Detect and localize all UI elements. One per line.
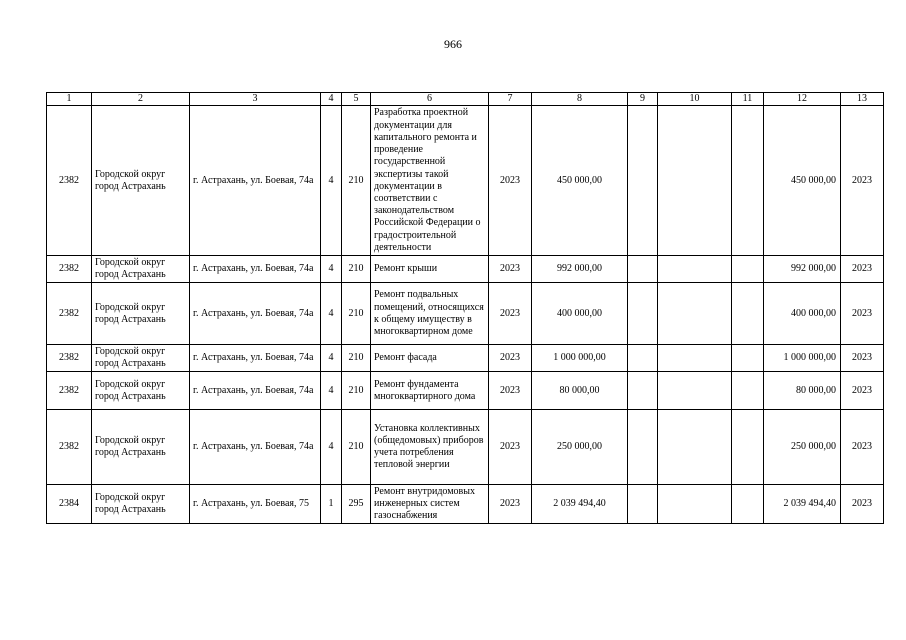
cost: 250 000,00 [532, 410, 628, 485]
table-row [47, 256, 884, 283]
column-number: 6 [371, 93, 489, 106]
column-number: 4 [321, 93, 342, 106]
column-4-value: 4 [321, 256, 342, 283]
table-row [47, 372, 884, 410]
completion-year: 2023 [841, 106, 884, 256]
record-number: 2382 [47, 372, 92, 410]
page-number: 966 [444, 37, 462, 51]
address: г. Астрахань, ул. Боевая, 74а [190, 410, 321, 485]
municipality: Городской округ город Астрахань [92, 410, 190, 485]
record-number: 2382 [47, 256, 92, 283]
record-number: 2382 [47, 106, 92, 256]
address: г. Астрахань, ул. Боевая, 74а [190, 106, 321, 256]
column-4-value: 4 [321, 372, 342, 410]
municipality: Городской округ город Астрахань [92, 283, 190, 345]
work-type: Ремонт фундамента многоквартирного дома [371, 372, 489, 410]
work-type: Ремонт внутридомовых инженерных систем газоснабжения [371, 485, 489, 524]
column-10-value [658, 372, 732, 410]
column-5-value: 210 [342, 106, 371, 256]
completion-year: 2023 [841, 485, 884, 524]
year: 2023 [489, 485, 532, 524]
address: г. Астрахань, ул. Боевая, 74а [190, 256, 321, 283]
column-5-value: 295 [342, 485, 371, 524]
column-5-value: 210 [342, 372, 371, 410]
cost: 450 000,00 [532, 106, 628, 256]
year: 2023 [489, 256, 532, 283]
address: г. Астрахань, ул. Боевая, 74а [190, 372, 321, 410]
total-cost: 1 000 000,00 [764, 345, 841, 372]
column-11-value [732, 345, 764, 372]
cost: 2 039 494,40 [532, 485, 628, 524]
year: 2023 [489, 106, 532, 256]
table-row [47, 485, 884, 524]
column-10-value [658, 256, 732, 283]
table-row [47, 283, 884, 345]
column-9-value [628, 345, 658, 372]
address: г. Астрахань, ул. Боевая, 75 [190, 485, 321, 524]
column-number: 5 [342, 93, 371, 106]
work-type: Разработка проектной документации для капитального ремонта и проведение государственной экспертизы такой документации в соответствии с законодательством Российской Федерации о градостроительной деятельности [371, 106, 489, 256]
year: 2023 [489, 372, 532, 410]
column-10-value [658, 106, 732, 256]
column-9-value [628, 256, 658, 283]
column-number-row [47, 93, 884, 106]
column-number: 3 [190, 93, 321, 106]
total-cost: 80 000,00 [764, 372, 841, 410]
total-cost: 400 000,00 [764, 283, 841, 345]
total-cost: 450 000,00 [764, 106, 841, 256]
column-5-value: 210 [342, 345, 371, 372]
column-10-value [658, 345, 732, 372]
column-4-value: 4 [321, 106, 342, 256]
column-9-value [628, 410, 658, 485]
column-11-value [732, 106, 764, 256]
column-10-value [658, 410, 732, 485]
municipality: Городской округ город Астрахань [92, 256, 190, 283]
cost: 1 000 000,00 [532, 345, 628, 372]
total-cost: 250 000,00 [764, 410, 841, 485]
year: 2023 [489, 283, 532, 345]
column-5-value: 210 [342, 410, 371, 485]
table-row [47, 410, 884, 485]
column-4-value: 4 [321, 345, 342, 372]
column-11-value [732, 410, 764, 485]
column-4-value: 4 [321, 283, 342, 345]
address: г. Астрахань, ул. Боевая, 74а [190, 345, 321, 372]
column-5-value: 210 [342, 256, 371, 283]
completion-year: 2023 [841, 410, 884, 485]
address: г. Астрахань, ул. Боевая, 74а [190, 283, 321, 345]
work-type: Ремонт фасада [371, 345, 489, 372]
year: 2023 [489, 410, 532, 485]
completion-year: 2023 [841, 256, 884, 283]
work-type: Установка коллективных (общедомовых) приборов учета потребления тепловой энергии [371, 410, 489, 485]
cost: 992 000,00 [532, 256, 628, 283]
column-number: 2 [92, 93, 190, 106]
column-number: 12 [764, 93, 841, 106]
capital-repair-table [46, 92, 884, 524]
column-5-value: 210 [342, 283, 371, 345]
column-9-value [628, 283, 658, 345]
column-11-value [732, 283, 764, 345]
column-9-value [628, 372, 658, 410]
record-number: 2382 [47, 283, 92, 345]
column-4-value: 4 [321, 410, 342, 485]
column-9-value [628, 485, 658, 524]
total-cost: 2 039 494,40 [764, 485, 841, 524]
column-11-value [732, 485, 764, 524]
column-number: 1 [47, 93, 92, 106]
completion-year: 2023 [841, 283, 884, 345]
record-number: 2382 [47, 410, 92, 485]
column-11-value [732, 256, 764, 283]
table-row [47, 106, 884, 256]
year: 2023 [489, 345, 532, 372]
record-number: 2384 [47, 485, 92, 524]
record-number: 2382 [47, 345, 92, 372]
municipality: Городской округ город Астрахань [92, 345, 190, 372]
column-9-value [628, 106, 658, 256]
table-row [47, 345, 884, 372]
cost: 80 000,00 [532, 372, 628, 410]
total-cost: 992 000,00 [764, 256, 841, 283]
column-number: 9 [628, 93, 658, 106]
column-number: 11 [732, 93, 764, 106]
completion-year: 2023 [841, 372, 884, 410]
column-10-value [658, 485, 732, 524]
column-number: 8 [532, 93, 628, 106]
municipality: Городской округ город Астрахань [92, 485, 190, 524]
municipality: Городской округ город Астрахань [92, 106, 190, 256]
column-number: 7 [489, 93, 532, 106]
column-11-value [732, 372, 764, 410]
column-number: 10 [658, 93, 732, 106]
work-type: Ремонт подвальных помещений, относящихся к общему имуществу в многоквартирном доме [371, 283, 489, 345]
work-type: Ремонт крыши [371, 256, 489, 283]
column-4-value: 1 [321, 485, 342, 524]
column-number: 13 [841, 93, 884, 106]
completion-year: 2023 [841, 345, 884, 372]
cost: 400 000,00 [532, 283, 628, 345]
municipality: Городской округ город Астрахань [92, 372, 190, 410]
column-10-value [658, 283, 732, 345]
